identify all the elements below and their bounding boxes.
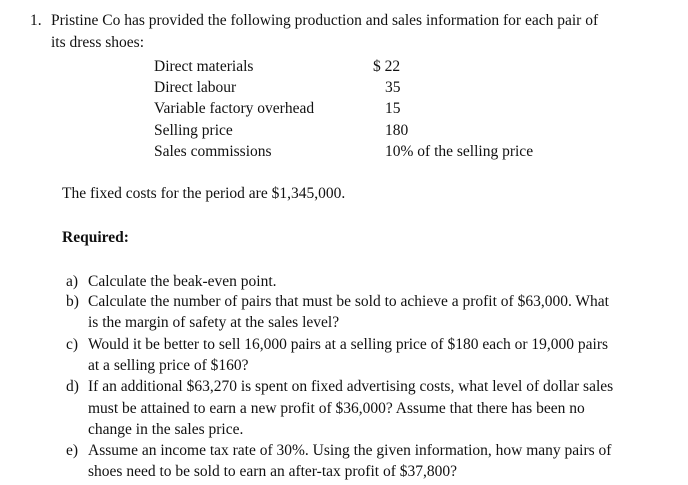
part-letter-a: a) [66, 273, 79, 290]
part-letter-c: c) [66, 336, 79, 353]
cost-label-variable-overhead: Variable factory overhead [154, 100, 315, 117]
part-c-line-2: at a selling price of $160? [88, 357, 249, 374]
cost-value-variable-overhead: 15 [385, 100, 401, 117]
cost-label-selling-price: Selling price [154, 122, 233, 139]
part-d-line-3: change in the sales price. [88, 421, 244, 438]
part-letter-b: b) [66, 293, 79, 310]
part-d-line-2: must be attained to earn a new profit of $36,000? Assume that there has been no [88, 400, 585, 417]
cost-value-direct-labour: 35 [385, 79, 401, 96]
question-number: 1. [30, 12, 42, 29]
part-b-line-1: Calculate the number of pairs that must be sold to achieve a profit of $63,000. What [88, 293, 609, 310]
question-intro-line-2: its dress shoes: [51, 34, 144, 51]
cost-value-direct-materials: $ 22 [373, 58, 401, 75]
part-letter-d: d) [66, 378, 79, 395]
cost-label-direct-labour: Direct labour [154, 79, 237, 96]
required-heading: Required: [62, 229, 129, 246]
question-intro-line-1: Pristine Co has provided the following production and sales information for each pair of [51, 12, 599, 29]
cost-label-direct-materials: Direct materials [154, 58, 254, 75]
part-e-line-1: Assume an income tax rate of 30%. Using the given information, how many pairs of [88, 442, 612, 459]
cost-value-selling-price: 180 [385, 122, 409, 139]
fixed-costs-text: The fixed costs for the period are $1,345,000. [62, 185, 346, 202]
part-letter-e: e) [66, 442, 79, 459]
cost-value-sales-commissions: 10% of the selling price [385, 143, 534, 160]
part-a-line-1: Calculate the beak-even point. [88, 273, 277, 290]
part-b-line-2: is the margin of safety at the sales level? [88, 314, 340, 331]
part-c-line-1: Would it be better to sell 16,000 pairs at a selling price of $180 each or 19,000 pairs [88, 336, 609, 353]
part-e-line-2: shoes need to be sold to earn an after-tax profit of $37,800? [88, 463, 457, 480]
part-d-line-1: If an additional $63,270 is spent on fixed advertising costs, what level of dollar sales [88, 378, 614, 395]
cost-label-sales-commissions: Sales commissions [154, 143, 272, 160]
